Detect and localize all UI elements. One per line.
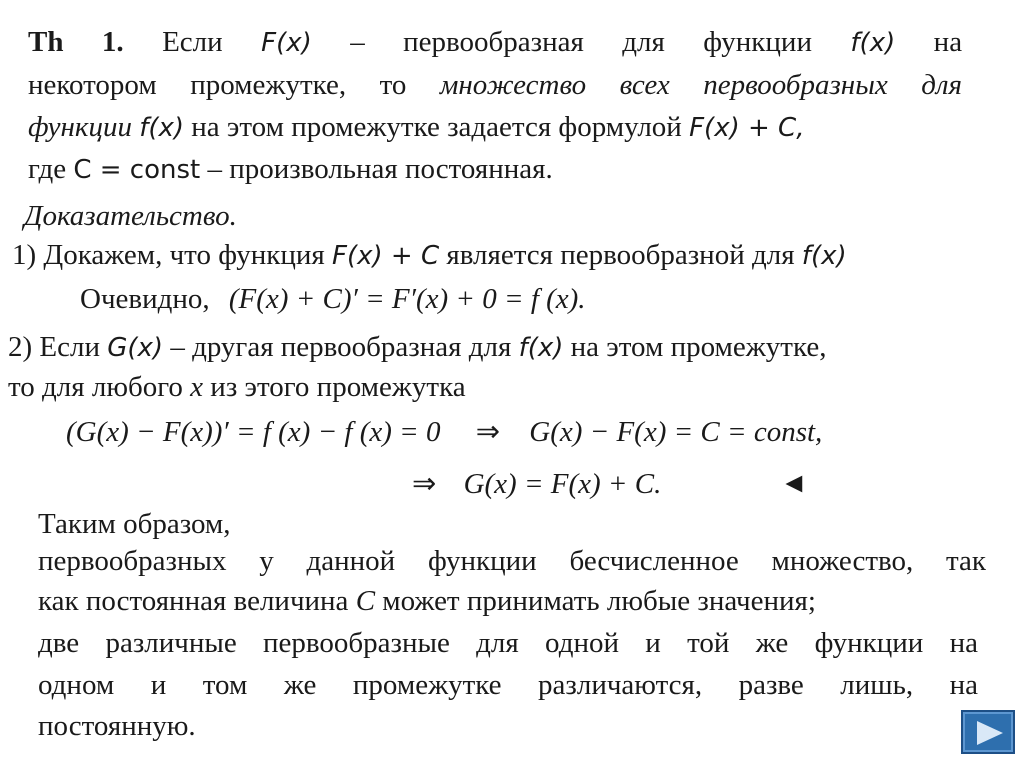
theorem-line-4 [28, 151, 553, 188]
formula: F(x) + C [332, 241, 440, 271]
text: Если [162, 26, 223, 58]
formula: G(x) = F(x) + C. [463, 468, 662, 500]
text: Очевидно, [80, 283, 210, 315]
proof-line-2b [8, 369, 466, 405]
proof-line-2 [8, 329, 826, 366]
conclusion-line-3 [38, 583, 816, 619]
end-of-proof-mark: ◄ [780, 468, 808, 499]
equation-1 [66, 414, 822, 450]
text: является первообразной для [446, 239, 795, 271]
text: 2) Если [8, 331, 100, 363]
formula: f(x) [139, 113, 185, 143]
text-italic: функции [28, 111, 132, 143]
implies-arrow: ⇒ [412, 468, 437, 500]
theorem-line-1 [28, 24, 962, 61]
proof-line-1b [80, 281, 586, 317]
play-right-icon [977, 721, 1003, 745]
theorem-line-2 [28, 67, 962, 103]
text: 1) Докажем, что функция [12, 239, 325, 271]
text: на этом промежутке задается формулой [191, 111, 682, 143]
implies-arrow: ⇒ [475, 416, 501, 448]
conclusion-line-1: Таким образом, [38, 508, 231, 540]
formula: G(x) − F(x) = C = const, [529, 416, 823, 448]
next-slide-button[interactable] [961, 710, 1015, 754]
text: некотором промежутке, то [28, 69, 407, 101]
text: – произвольная постоянная. [207, 153, 553, 185]
conclusion-line-6: постоянную. [38, 710, 196, 742]
equation-2 [412, 466, 661, 502]
formula: f(x) [518, 333, 564, 363]
theorem-label: Th 1. [28, 26, 124, 58]
text: где [28, 153, 67, 185]
text: может принимать любые значения; [382, 585, 816, 617]
proof-line-1 [12, 237, 847, 274]
conclusion-line-5: одном и том же промежутке различаются, разве лишь, на [38, 669, 978, 701]
proof-heading: Доказательство. [24, 200, 237, 232]
text: – первообразная для функции [350, 26, 812, 58]
formula: G(x) [107, 333, 164, 363]
text-italic: множество всех первообразных для [439, 69, 962, 101]
formula: (G(x) − F(x))′ = f (x) − f (x) = 0 [66, 416, 441, 448]
text: на этом промежутке, [570, 331, 827, 363]
theorem-line-3 [28, 109, 804, 146]
conclusion-line-4: две различные первообразные для одной и той же функции на [38, 627, 978, 659]
formula: F(x) [261, 28, 312, 58]
text: – другая первообразная для [170, 331, 512, 363]
text: на [933, 26, 963, 58]
formula: f(x) [801, 241, 847, 271]
text: как постоянная величина [38, 585, 349, 617]
formula: C = const [73, 155, 201, 185]
text: то для любого [8, 371, 183, 403]
formula: x [190, 371, 204, 403]
formula: C [355, 585, 376, 617]
formula: F(x) + C, [689, 113, 805, 143]
formula: f(x) [850, 28, 896, 58]
conclusion-line-2: первообразных у данной функции бесчисленное множество, так [38, 545, 986, 577]
text: из этого промежутка [210, 371, 466, 403]
formula: (F(x) + C)′ = F′(x) + 0 = f (x). [228, 283, 586, 315]
